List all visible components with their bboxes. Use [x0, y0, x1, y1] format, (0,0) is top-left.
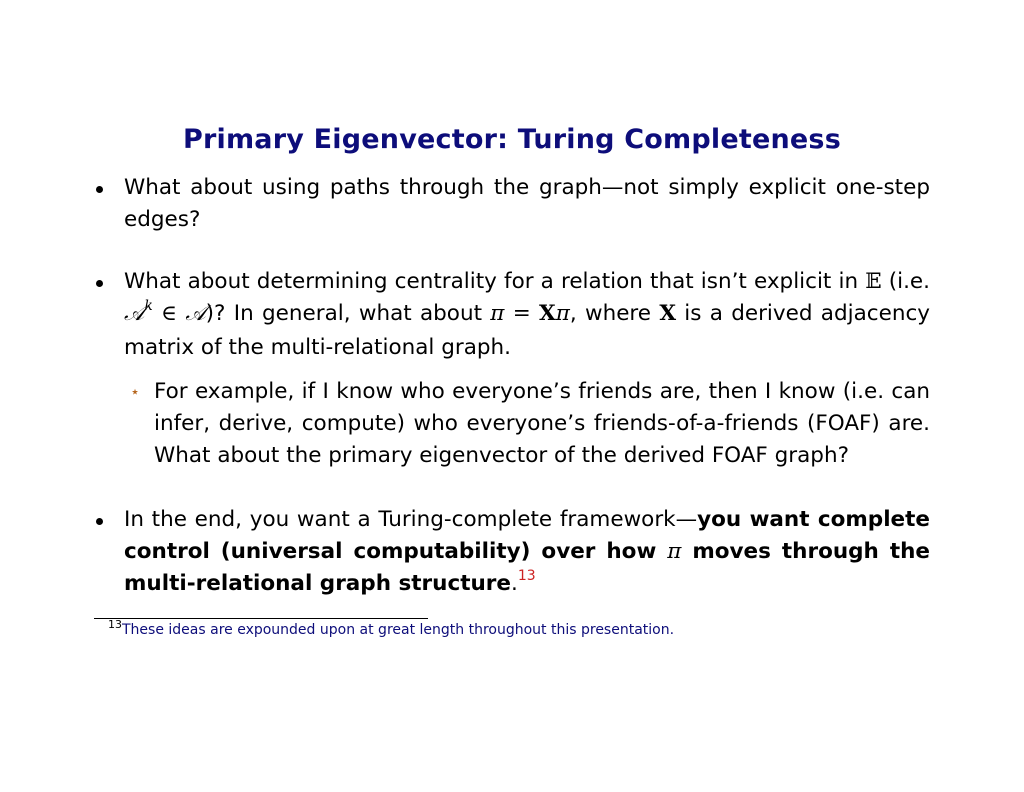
ie-open: (i.e.	[888, 269, 930, 294]
bullet-3	[124, 504, 930, 602]
footnote	[108, 618, 675, 638]
bullet-dot	[96, 186, 103, 193]
bullet-3-plain: In the end, you want a Turing-complete framework—	[124, 507, 698, 532]
blackboard-e: 𝔼	[865, 269, 882, 294]
sub-bullet	[130, 376, 930, 472]
set-a-2: 𝒜	[185, 301, 206, 326]
footnote-ref[interactable]: 13	[517, 568, 536, 584]
bullet-3-period: .	[510, 571, 518, 596]
where: , where	[569, 301, 660, 326]
set-a: 𝒜	[124, 301, 145, 326]
bullet-3-bold-1: you want complete control (universal computability) over how	[124, 507, 930, 564]
footnote-text: These ideas are expounded upon at great length throughout this presentation.	[122, 622, 675, 638]
bullet-1	[124, 172, 930, 236]
equals: =	[504, 301, 540, 326]
pi-1: π	[490, 301, 505, 326]
bullet-3-bold-2: moves through the multi-relational graph structure	[124, 539, 930, 596]
pi-2: π	[555, 301, 570, 326]
bullet-2	[124, 266, 930, 364]
bullet-2-rest: is a derived adjacency matrix of the multi-relational graph.	[124, 301, 930, 360]
bullet-dot	[96, 518, 103, 525]
bullet-1-text: What about using paths through the graph—not simply explicit one-step edges?	[124, 175, 930, 232]
pi-3: π	[667, 539, 682, 564]
superscript-k: k	[144, 298, 153, 314]
star-icon: ⋆	[130, 382, 141, 401]
footnote-number: 13	[108, 618, 122, 631]
bullet-2-line1: What about determining centrality for a relation that isn’t explicit in	[124, 269, 859, 294]
footnote-rule	[94, 618, 428, 619]
slide-title: Primary Eigenvector: Turing Completeness	[183, 124, 841, 155]
matrix-x-2: X	[659, 301, 676, 326]
element-of: ∈	[152, 301, 186, 326]
after-set: )? In general, what about	[205, 301, 491, 326]
matrix-x-1: X	[539, 301, 556, 326]
sub-bullet-text: For example, if I know who everyone’s friends are, then I know (i.e. can infer, derive, compute) who everyone’s friends-of-a-friends (FOAF) are. What about the primary eigenvector of the derived FOAF graph?	[154, 379, 930, 468]
bullet-dot	[96, 280, 103, 287]
